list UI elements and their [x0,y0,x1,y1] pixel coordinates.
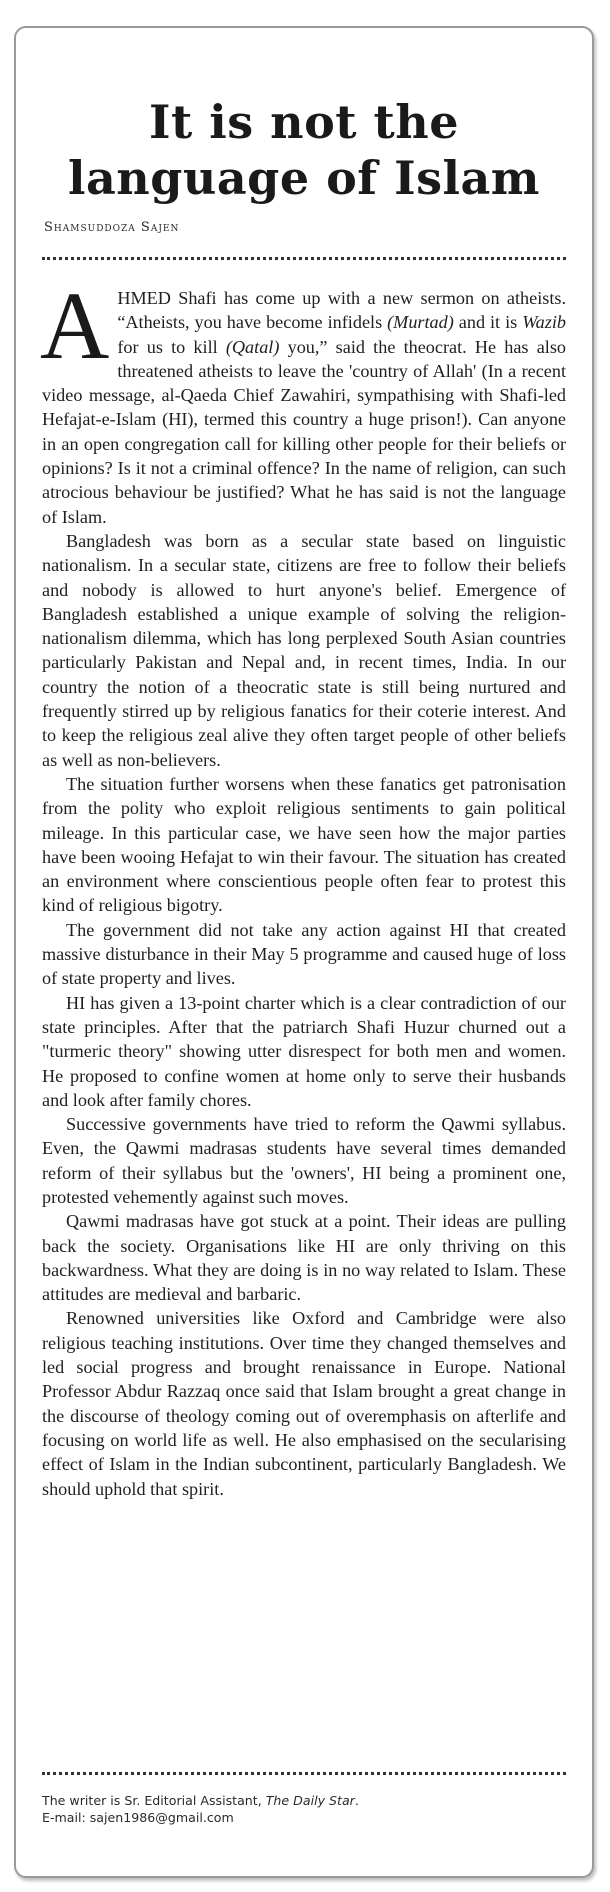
article-paragraph [42,1209,566,1306]
publication-name: The Daily Star [265,1793,355,1808]
italic-term: (Murtad) [387,312,454,333]
article-paragraph [42,772,566,918]
paragraph-text: The situation further worsens when these fanatics get patronisation from the polity who exploit religious sentiments to gain political mileage. In this particular case, we have seen how the major parties have been wooing Hefajat to win their favour. The situation has created an environment where conscientious people often fear to protest this kind of religious bigotry. [42,773,566,916]
article-paragraph [42,918,566,991]
author-byline: Shamsuddoza Sajen [44,220,180,235]
author-email: E-mail: sajen1986@gmail.com [42,1810,234,1825]
article-body [40,272,566,1501]
article-paragraph [42,1306,566,1500]
article-card [14,26,594,1878]
paragraph-text: Successive governments have tried to reform the Qawmi syllabus. Even, the Qawmi madrasas students have several times demanded reform of their syllabus but the 'owners', HI being a prominent one, protested vehemently against such moves. [42,1114,566,1207]
drop-cap: A [40,272,110,379]
article-paragraph [42,529,566,772]
article-paragraph [42,1112,566,1209]
article-paragraph [42,991,566,1112]
author-note [42,1792,566,1826]
paragraph-text: HMED Shafi has come up with a new sermon on atheists. “Atheists, you have become infidels [117,288,566,333]
top-dotted-divider [42,257,566,260]
paragraph-text: and it is [453,312,523,333]
article-title: It is not the language of Islam [68,95,540,205]
italic-term: Wazib [522,312,566,333]
paragraph-text: Qawmi madrasas have got stuck at a point. Their ideas are pulling back the society. Organisations like HI are only thriving on this backwardness. What they are doing is in no way related to Islam. These attitudes are medieval and barbaric. [42,1211,566,1305]
paragraph-text: for us to kill [117,336,226,357]
paragraph-text: Renowned universities like Oxford and Cambridge were also religious teaching institutions. Over time they changed themselves and led social progress and brought renaissance in Europe. National Professor Abdur Razzaq once said that Islam brought a great change in the discourse of theology coming out of overemphasis on afterlife and focusing on world life as well. He also emphasised on the secularising effect of Islam in the Indian subcontinent, particularly Bangladesh. We should uphold that spirit. [42,1308,566,1499]
article-paragraph [40,272,566,529]
author-note-prefix: The writer is Sr. Editorial Assistant, [42,1793,266,1808]
paragraph-text: you,” said the theocrat. He has also threatened atheists to leave the 'country of Allah' (In a recent video message, al-Qaeda Chief Zawahiri, sympathising with Shafi-led Hefajat-e-Islam (HI), termed this country a huge prison!). Can anyone in an open congregation call for killing other people for their beliefs or opinions? Is it not a criminal offence? In the name of religion, can such atrocious behaviour be justified? What he has said is not the language of Islam. [42,336,566,527]
italic-term: (Qatal) [225,336,280,357]
author-note-line-1 [42,1792,566,1809]
author-note-suffix: . [354,1793,359,1808]
paragraph-text: The government did not take any action against HI that created massive disturbance in their May 5 programme and caused huge of loss of state property and lives. [42,919,566,989]
paragraph-text: Bangladesh was born as a secular state based on linguistic nationalism. In a secular state, citizens are free to follow their beliefs and nobody is allowed to hurt anyone's belief. Emergence of Bangladesh established a unique example of solving the religion-nationalism dilemma, which has long perplexed South Asian countries particularly Pakistan and Nepal and, in recent times, India. In our country the notion of a theocratic state is still being nurtured and frequently stirred up by religious fanatics for their coterie interest. And to keep the religious zeal alive they often target people of other beliefs as well as non-believers. [42,530,566,770]
article-inner [42,28,566,1876]
paragraph-text: HI has given a 13-point charter which is a clear contradiction of our state principles. After that the patriarch Shafi Huzur churned out a "turmeric theory" showing utter disrespect for both men and women. He proposed to confine women at home only to serve their husbands and look after family chores. [42,992,566,1110]
bottom-dotted-divider [42,1772,566,1775]
